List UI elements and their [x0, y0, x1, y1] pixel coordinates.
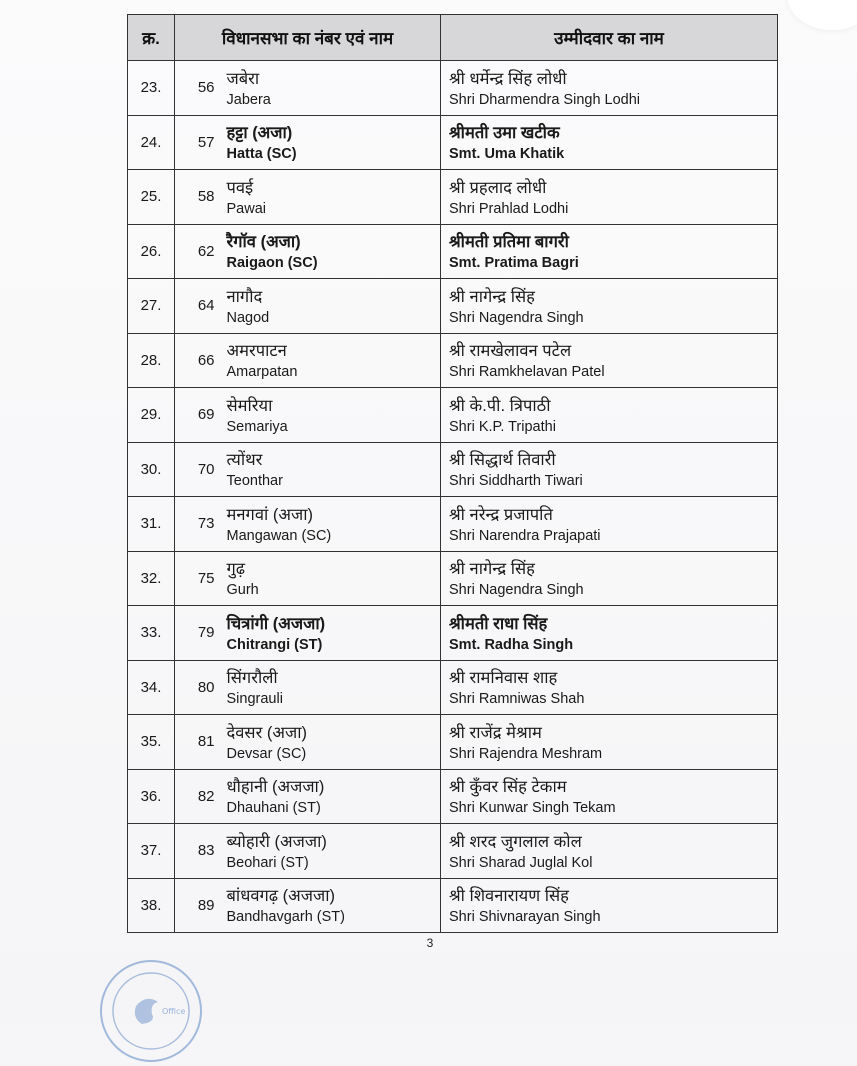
constituency-name	[219, 442, 441, 497]
serial-number: 32.	[128, 551, 175, 606]
serial-number: 26.	[128, 224, 175, 279]
candidate-name	[441, 224, 778, 279]
serial-number: 35.	[128, 715, 175, 770]
constituency-number: 56	[175, 61, 219, 116]
candidate-name-english: Shri Dharmendra Singh Lodhi	[449, 91, 641, 108]
constituency-name-english: Teonthar	[226, 473, 283, 490]
constituency-name	[219, 715, 441, 770]
page-number: 3	[426, 936, 434, 950]
candidate-name-english: Smt. Uma Khatik	[449, 146, 565, 163]
constituency-name	[219, 660, 441, 715]
candidate-name-hindi: श्रीमती प्रतिमा बागरी	[449, 233, 569, 252]
constituency-name-english: Devsar (SC)	[226, 745, 307, 762]
serial-number: 27.	[128, 279, 175, 334]
constituency-name-english: Nagod	[226, 309, 270, 326]
candidate-name-hindi: श्री कुँवर सिंह टेकाम	[449, 778, 567, 797]
table-row	[128, 170, 778, 225]
serial-number: 33.	[128, 606, 175, 661]
candidate-name-english: Shri Ramkhelavan Patel	[449, 364, 605, 381]
constituency-number: 79	[175, 606, 219, 661]
candidate-name-hindi: श्रीमती राधा सिंह	[449, 614, 548, 633]
candidate-name-hindi: श्री प्रहलाद लोधी	[449, 178, 547, 197]
candidate-name	[441, 715, 778, 770]
constituency-name-hindi: चित्रांगी (अजजा)	[226, 614, 326, 633]
svg-text:Office: Office	[162, 1007, 186, 1016]
candidate-name-english: Shri Ramniwas Shah	[449, 691, 585, 708]
constituency-name-hindi: नागौद	[226, 287, 263, 306]
serial-number: 38.	[128, 878, 175, 933]
candidate-name	[441, 769, 778, 824]
constituency-name-hindi: सिंगरौली	[226, 669, 278, 688]
table-row	[128, 878, 778, 933]
constituency-name	[219, 878, 441, 933]
constituency-number: 70	[175, 442, 219, 497]
constituency-name-english: Mangawan (SC)	[226, 527, 332, 544]
constituency-name	[219, 170, 441, 225]
serial-number: 23.	[128, 61, 175, 116]
candidate-name-hindi: श्री रामनिवास शाह	[449, 669, 558, 688]
corner-overlay	[787, 0, 857, 30]
candidate-name-english: Shri Prahlad Lodhi	[449, 200, 569, 217]
table-row	[128, 279, 778, 334]
candidate-name	[441, 660, 778, 715]
constituency-name-english: Beohari (ST)	[226, 854, 309, 871]
constituency-number: 73	[175, 497, 219, 552]
candidate-name-english: Shri Nagendra Singh	[449, 309, 584, 326]
candidate-name-english: Shri Nagendra Singh	[449, 582, 584, 599]
constituency-name-hindi: जबेरा	[226, 69, 260, 88]
serial-number: 29.	[128, 388, 175, 443]
constituency-number: 64	[175, 279, 219, 334]
candidate-name	[441, 606, 778, 661]
table-row	[128, 824, 778, 879]
constituency-name-english: Amarpatan	[226, 364, 298, 381]
serial-number: 36.	[128, 769, 175, 824]
constituency-name-hindi: बांधवगढ़ (अजजा)	[226, 887, 336, 906]
constituency-number: 80	[175, 660, 219, 715]
candidate-name-english: Shri Narendra Prajapati	[449, 527, 601, 544]
candidate-name	[441, 115, 778, 170]
constituency-name-hindi: मनगवां (अजा)	[226, 505, 313, 524]
candidate-name	[441, 878, 778, 933]
candidate-name-hindi: श्री नागेन्द्र सिंह	[449, 287, 535, 306]
candidate-name-hindi: श्री राजेंद्र मेश्राम	[449, 723, 542, 742]
party-seal-stamp	[96, 956, 206, 1066]
constituency-name-hindi: पवई	[226, 178, 254, 197]
constituency-name	[219, 388, 441, 443]
candidate-name-english: Shri Shivnarayan Singh	[449, 909, 601, 926]
candidate-name-hindi: श्री नरेन्द्र प्रजापति	[449, 505, 553, 524]
constituency-number: 62	[175, 224, 219, 279]
header-candidate: उम्मीदवार का नाम	[441, 15, 778, 61]
table-row	[128, 769, 778, 824]
constituency-name-english: Jabera	[226, 91, 271, 108]
constituency-name	[219, 224, 441, 279]
candidate-name	[441, 497, 778, 552]
candidate-name-hindi: श्री शरद जुगलाल कोल	[449, 832, 582, 851]
candidate-name-english: Shri Kunwar Singh Tekam	[449, 800, 616, 817]
table-row	[128, 551, 778, 606]
serial-number: 30.	[128, 442, 175, 497]
constituency-name	[219, 497, 441, 552]
candidate-name	[441, 279, 778, 334]
table-row	[128, 224, 778, 279]
constituency-name-hindi: त्योंथर	[226, 451, 263, 470]
constituency-number: 89	[175, 878, 219, 933]
candidate-list-table	[127, 14, 778, 933]
constituency-name	[219, 61, 441, 116]
table-row	[128, 715, 778, 770]
constituency-name-english: Bandhavgarh (ST)	[226, 909, 345, 926]
constituency-number: 69	[175, 388, 219, 443]
constituency-number: 57	[175, 115, 219, 170]
header-serial: क्र.	[128, 15, 175, 61]
constituency-name	[219, 333, 441, 388]
constituency-number: 81	[175, 715, 219, 770]
constituency-name-hindi: धौहानी (अजजा)	[226, 778, 325, 797]
constituency-name-english: Pawai	[226, 200, 266, 217]
candidate-name-hindi: श्री के.पी. त्रिपाठी	[449, 396, 551, 415]
table-row	[128, 333, 778, 388]
constituency-name-hindi: गुढ़	[226, 560, 246, 579]
candidate-name	[441, 388, 778, 443]
candidate-name-english: Shri Sharad Juglal Kol	[449, 854, 593, 871]
header-constituency: विधानसभा का नंबर एवं नाम	[175, 15, 441, 61]
constituency-name	[219, 769, 441, 824]
constituency-name-hindi: देवसर (अजा)	[226, 723, 308, 742]
table-row	[128, 388, 778, 443]
table-header-row	[128, 15, 778, 61]
constituency-name-hindi: सेमरिया	[226, 396, 273, 415]
constituency-name-english: Chitrangi (ST)	[226, 636, 323, 653]
serial-number: 31.	[128, 497, 175, 552]
table-row	[128, 497, 778, 552]
constituency-name-hindi: ब्योहारी (अजजा)	[226, 832, 327, 851]
candidate-name	[441, 824, 778, 879]
constituency-name-english: Semariya	[226, 418, 288, 435]
candidate-name-hindi: श्री धर्मेन्द्र सिंह लोधी	[449, 69, 567, 88]
constituency-name-english: Raigaon (SC)	[226, 255, 318, 272]
constituency-name-hindi: अमरपाटन	[226, 342, 287, 361]
table-row	[128, 442, 778, 497]
candidate-name-english: Shri Siddharth Tiwari	[449, 473, 583, 490]
candidate-name-english: Smt. Pratima Bagri	[449, 255, 579, 272]
candidate-name	[441, 333, 778, 388]
candidate-name-english: Shri Rajendra Meshram	[449, 745, 603, 762]
serial-number: 24.	[128, 115, 175, 170]
serial-number: 34.	[128, 660, 175, 715]
constituency-name	[219, 606, 441, 661]
candidate-name-hindi: श्रीमती उमा खटीक	[449, 124, 560, 143]
constituency-name-hindi: हट्टा (अजा)	[226, 124, 293, 143]
constituency-name	[219, 824, 441, 879]
constituency-name-english: Gurh	[226, 582, 259, 599]
candidate-name-english: Smt. Radha Singh	[449, 636, 574, 653]
table-row	[128, 115, 778, 170]
table-row	[128, 660, 778, 715]
constituency-name	[219, 279, 441, 334]
candidate-name-hindi: श्री रामखेलावन पटेल	[449, 342, 572, 361]
constituency-number: 75	[175, 551, 219, 606]
candidate-name	[441, 551, 778, 606]
table-row	[128, 606, 778, 661]
candidate-name	[441, 61, 778, 116]
constituency-name-hindi: रैगॉव (अजा)	[226, 233, 301, 252]
serial-number: 37.	[128, 824, 175, 879]
serial-number: 28.	[128, 333, 175, 388]
candidate-name-hindi: श्री शिवनारायण सिंह	[449, 887, 569, 906]
constituency-number: 58	[175, 170, 219, 225]
candidate-name	[441, 442, 778, 497]
candidate-name	[441, 170, 778, 225]
constituency-name-english: Singrauli	[226, 691, 283, 708]
constituency-name	[219, 551, 441, 606]
constituency-number: 82	[175, 769, 219, 824]
candidate-name-hindi: श्री सिद्धार्थ तिवारी	[449, 451, 556, 470]
constituency-number: 83	[175, 824, 219, 879]
candidate-name-english: Shri K.P. Tripathi	[449, 418, 556, 435]
constituency-name	[219, 115, 441, 170]
constituency-name-english: Hatta (SC)	[226, 146, 297, 163]
candidate-name-hindi: श्री नागेन्द्र सिंह	[449, 560, 535, 579]
table-row	[128, 61, 778, 116]
serial-number: 25.	[128, 170, 175, 225]
constituency-number: 66	[175, 333, 219, 388]
constituency-name-english: Dhauhani (ST)	[226, 800, 321, 817]
